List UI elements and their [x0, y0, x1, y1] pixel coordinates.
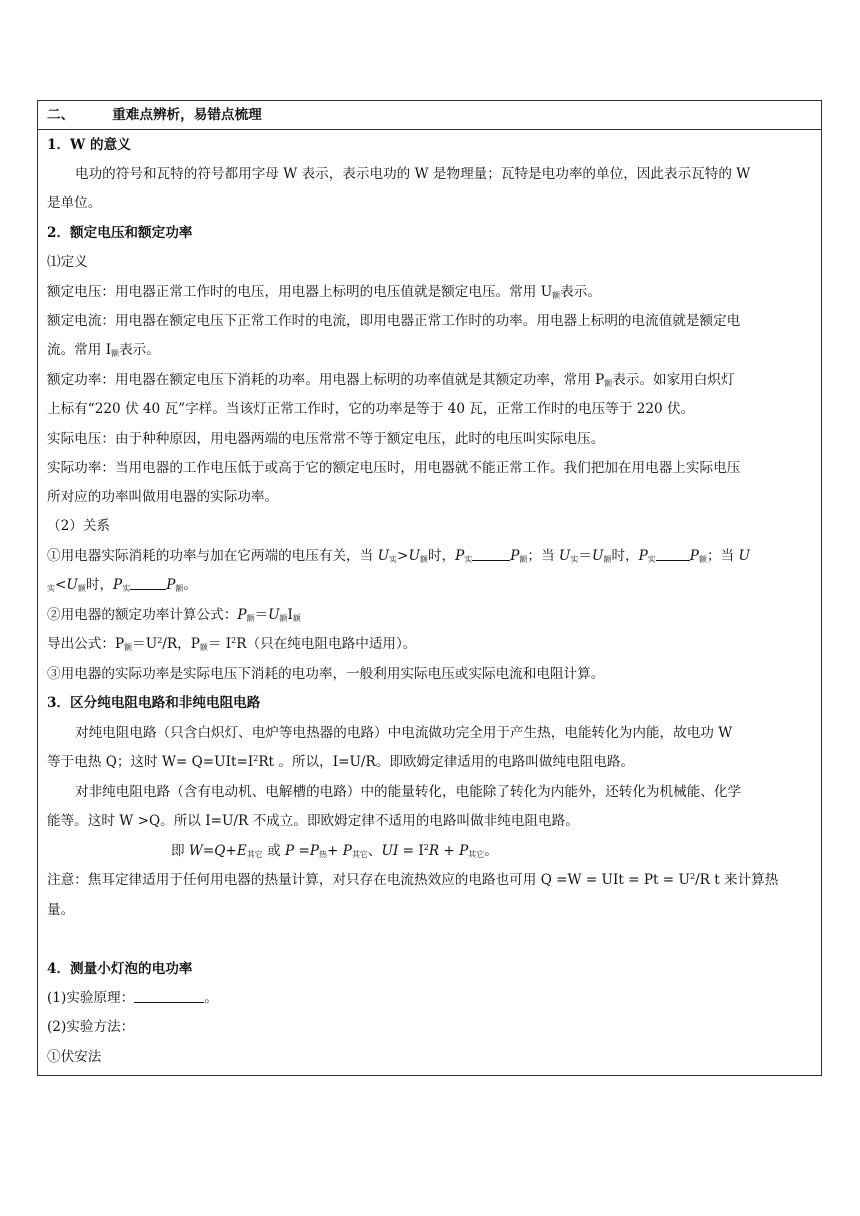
heading-measure-power: 4．测量小灯泡的电功率: [47, 961, 193, 977]
relation-3-line: ③用电器的实际功率是实际电压下消耗的电功率，一般利用实际电压或实际电流和电阻计算。: [47, 666, 605, 682]
rated-current-line-1: 额定电流：用电器在额定电压下正常工作时的电流，即用电器正常工作时的功率。用电器上标明的电流值就是额定电: [47, 313, 741, 329]
relation-1-line-1: ①用电器实际消耗的功率与加在它两端的电压有关，当 $U_实>U_额$时，$P_实$ $P_额$；当 $U_实=U_额$时，$P_实$ $P_额$；当 U: [47, 548, 750, 564]
paragraph-w-1: 电功的符号和瓦特的符号都用字母 W 表示，表示电功的 W 是物理量；瓦特是电功率的单位，因此表示瓦特的 W: [75, 166, 751, 182]
rated-power-line-2: 上标有“220 伏 40 瓦”字样。当该灯正常工作时，它的功率是等于 40 瓦，正常工作时的电压等于 220 伏。: [47, 401, 695, 417]
content-table: [37, 100, 822, 1076]
section-title-text: 重难点辨析，易错点梳理: [112, 107, 262, 123]
relation-heading: （2）关系: [47, 518, 111, 534]
section-title: [47, 105, 815, 125]
nonpure-resistance-line-2: 能等。这时 W >Q。所以 I=U/R 不成立。即欧姆定律不适用的电路叫做非纯电阻电路。: [47, 813, 579, 829]
heading-circuits: 3．区分纯电阻电路和非纯电阻电路: [47, 695, 261, 711]
relation-2-line: ②用电器的额定功率计算公式：$P_额=U_额I_额$: [47, 607, 301, 623]
pure-resistance-line-1: 对纯电阻电路（只含白炽灯、电炉等电热器的电路）中电流做功完全用于产生热，电能转化为内能，故电功 W: [75, 725, 733, 741]
actual-power-line-1: 实际功率：当用电器的工作电压低于或高于它的额定电压时，用电器就不能正常工作。我们把加在用电器上实际电压: [47, 460, 741, 476]
rated-voltage-line: 额定电压：用电器正常工作时的电压，用电器上标明的电压值就是额定电压。常用 $U_额$表示。: [47, 284, 601, 300]
note-line-1: 注意：焦耳定律适用于任何用电器的热量计算，对只存在电流热效应的电路也可用 Q =W = UIt = $Pt = U^2/R$ t 来计算热: [47, 872, 779, 888]
definition-heading: ⑴定义: [47, 254, 88, 270]
actual-voltage-line: 实际电压：由于种种原因，用电器两端的电压常常不等于额定电压，此时的电压叫实际电压。: [47, 431, 605, 447]
pure-resistance-line-2: 等于电热 Q；这时 $W= Q=UIt=I^2Rt$ 。所以，I=U/R。即欧姆定律适用的电路叫做纯电阻电路。: [47, 754, 635, 770]
energy-formula-line: 即 $W=Q+E_{其它}$ 或 $P =P_热+ P_{其它}$、UI = $I^2R + P_{其它}$。: [171, 843, 498, 859]
answer-blank-3[interactable]: [130, 577, 166, 590]
answer-blank-2[interactable]: [656, 548, 690, 561]
actual-power-line-2: 所对应的功率叫做用电器的实际功率。: [47, 489, 279, 505]
nonpure-resistance-line-1: 对非纯电阻电路（含有电动机、电解槽的电路）中的能量转化，电能除了转化为内能外，还转化为机械能、化学: [75, 784, 742, 800]
header-divider: [38, 129, 821, 130]
rated-power-line-1: 额定功率：用电器在额定电压下消耗的功率。用电器上标明的功率值就是其额定功率，常用 $P_额$表示。如家用白炽灯: [47, 372, 735, 388]
rated-current-line-2: 流。常用 $I_额$表示。: [47, 342, 160, 358]
heading-w-meaning: 1．W 的意义: [47, 137, 131, 153]
experiment-method-line: (2)实验方法：: [47, 1019, 135, 1035]
voltammetry-line: ①伏安法: [47, 1049, 102, 1065]
heading-rated: 2．额定电压和额定功率: [47, 225, 193, 241]
answer-blank-principle[interactable]: [134, 990, 204, 1003]
relation-1-line-2: $_实<U_额$时，$P_实$ $P_额$。: [47, 577, 197, 593]
experiment-principle-line: (1)实验原理： 。: [47, 990, 218, 1006]
derived-formula-line: 导出公式：$P_额=U^2/R$，$P_额= I^2R$（只在纯电阻电路中适用）。: [47, 636, 417, 652]
answer-blank-1[interactable]: [472, 548, 510, 561]
section-number: 二、: [47, 107, 75, 123]
note-line-2: 量。: [47, 902, 75, 918]
paragraph-w-2: 是单位。: [47, 195, 102, 211]
